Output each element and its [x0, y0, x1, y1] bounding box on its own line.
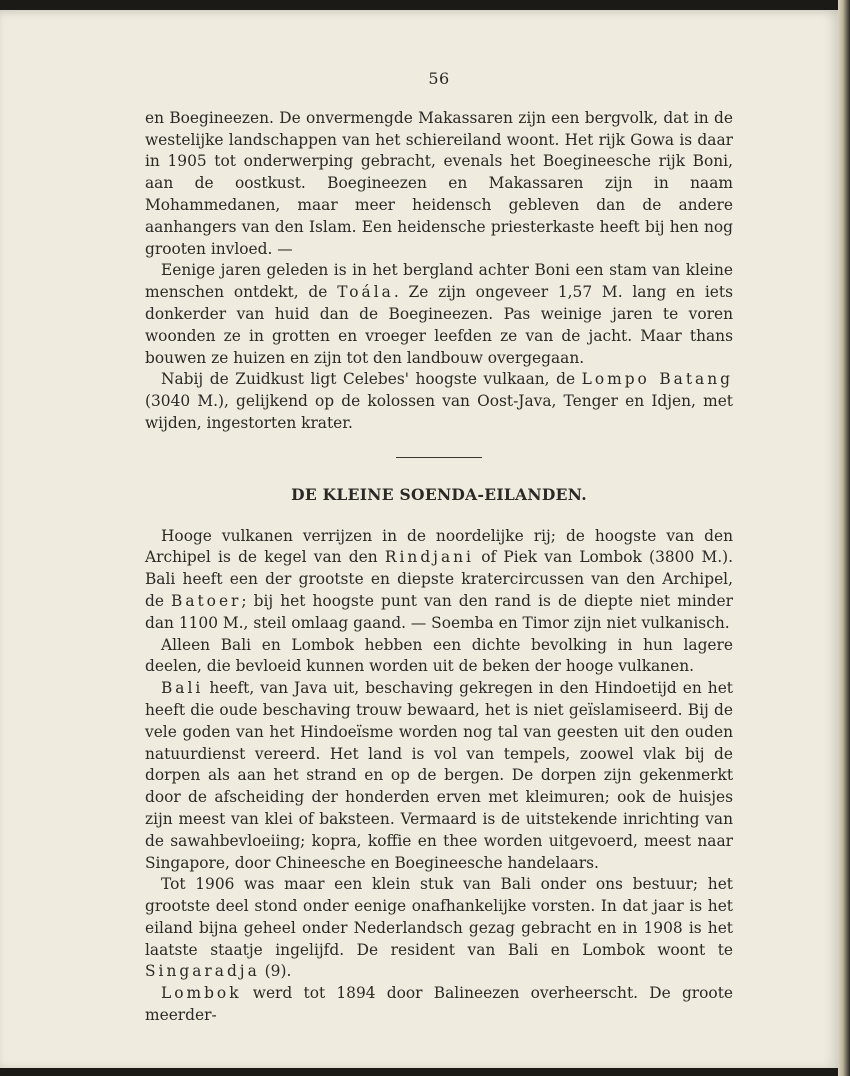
- spaced-name: Lompo Batang: [581, 370, 733, 389]
- paragraph-text: (3040 M.), gelijkend op de kolossen van Oost-Java, Tenger en Idjen, met wijden, ingestorten krater.: [145, 392, 733, 432]
- paragraph-text: Tot 1906 was maar een klein stuk van Bali onder ons bestuur; het grootste deel stond onder eenige onafhankelijke vorsten. In dat jaar is het eiland bijna geheel onder Nederlandsch gezag gebracht en in 1908 is het laatste staatje ingelijfd. De resident van Bali en Lombok woont te: [145, 875, 733, 959]
- spaced-name: Toála: [337, 283, 394, 302]
- spaced-name: Lombok: [161, 984, 242, 1003]
- paragraph-text: ; bij het hoogste punt van den rand is de diepte niet minder dan 1100 M., steil omlaag gaand. — Soemba en Timor zijn niet vulkanisch.: [145, 591, 733, 632]
- section-divider: [396, 457, 482, 458]
- paragraph: [145, 874, 733, 983]
- paragraph: [145, 983, 733, 1027]
- page-number: 56: [428, 69, 450, 88]
- paragraph-text: . Ze zijn ongeveer 1,57 M. lang en iets donkerder van huid dan de Boegineezen. Pas weinige jaren te voren woonden ze in grotten en vroeger leefden ze van de jacht. Maar thans bouwen ze huizen en zijn tot den landbouw overgegaan.: [145, 283, 734, 367]
- paragraph: [145, 108, 733, 261]
- paragraph-text: Nabij de Zuidkust ligt Celebes' hoogste vulkaan, de: [161, 370, 582, 389]
- paragraph-text: heeft, van Java uit, beschaving gekregen in den Hindoetijd en het heeft die oude beschaving trouw bewaard, het is niet geïslamiseerd. Bij de vele goden van het Hindoeïsme worden nog tal van geesten uit den ouden natuurdienst vereerd. Het land is vol van tempels, zoowel vlak bij de dorpen als aan het strand en op de bergen. De dorpen zijn gekenmerkt door de afscheiding der honderden erven met kleimuren; ook de huisjes zijn meest van klei of baksteen. Vermaard is de uitstekende inrichting van de sawahbevloeiing; kopra, koffie en thee worden uitgevoerd, meest naar Singapore, door Chineesche en Boegineesche handelaars.: [145, 679, 733, 872]
- paragraph-text: (9).: [259, 962, 292, 981]
- spaced-name: Rindjani: [384, 548, 474, 567]
- paragraph: [145, 260, 733, 369]
- paragraph-text: en Boegineezen. De onvermengde Makassaren zijn een bergvolk, dat in de westelijke landschappen van het schiereiland woont. Het rijk Gowa is daar in 1905 tot onderwerping gebracht, evenals het Boegineesche rijk Boni, aan de oostkust. Boegineezen en Makassaren zijn in naam Mohammedanen, maar meer heidensch gebleven dan de andere aanhangers van den Islam. Een heidensche priesterkaste heeft bij hen nog grooten invloed. —: [145, 108, 733, 258]
- paragraph-text: Hooge vulkanen verrijzen in de noordelijke rij; de hoogste van den Archipel is de kegel van den: [145, 526, 733, 567]
- paragraph: [145, 678, 733, 874]
- paragraph-text: Alleen Bali en Lombok hebben een dichte bevolking in hun lagere deelen, die bevloeid kunnen worden uit de beken der hooge vulkanen.: [145, 635, 733, 676]
- page-content: [145, 62, 733, 1027]
- paragraph-text: of Piek van Lombok (3800 M.). Bali heeft een der grootste en diepste kratercircussen van den Archipel, de: [145, 548, 734, 610]
- book-page: [0, 10, 838, 1068]
- paragraph: [145, 369, 733, 434]
- paragraph-text: werd tot 1894 door Balineezen overheerscht. De groote meerder-: [145, 984, 733, 1025]
- page-edge-shadow: [838, 0, 850, 1076]
- spaced-name: Batoer: [171, 591, 242, 610]
- paragraph: [145, 635, 733, 679]
- paragraph: [145, 526, 733, 635]
- section-heading: DE KLEINE SOENDA-EILANDEN.: [291, 484, 587, 504]
- paragraph-text: Eenige jaren geleden is in het bergland achter Boni een stam van kleine menschen ontdekt, de: [145, 261, 733, 302]
- spaced-name: Bali: [161, 679, 204, 698]
- spaced-name: Singaradja: [145, 962, 260, 981]
